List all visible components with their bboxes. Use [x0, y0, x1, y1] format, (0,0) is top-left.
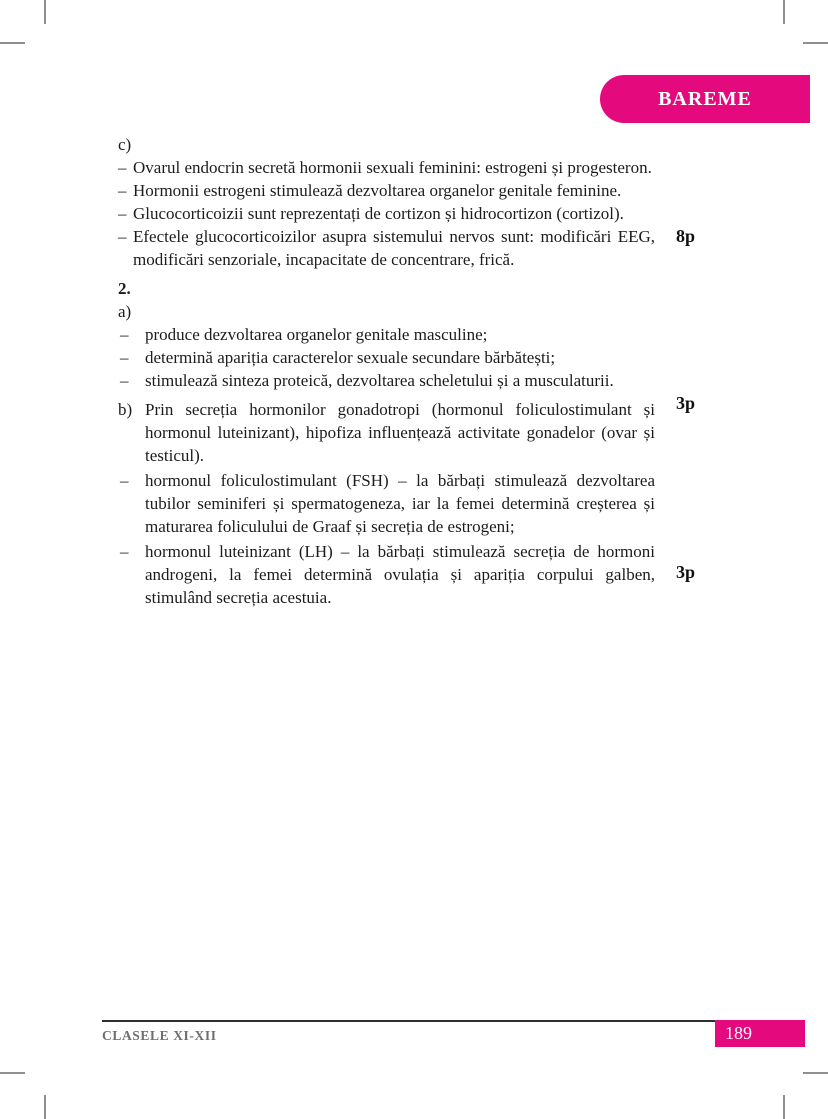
page-number: 189	[725, 1023, 752, 1043]
list-item-text: hormonul luteinizant (LH) – la bărbați stimulează secreția de hormoni androgeni, la femei determină ovulația și apariția corpului galben, stimulând secreția acestuia.	[145, 542, 655, 607]
list-item	[118, 540, 655, 609]
crop-mark-top-left-vertical	[44, 0, 46, 24]
list-item-text: produce dezvoltarea organelor genitale masculine;	[145, 325, 488, 344]
section-2b-paragraph	[118, 398, 655, 467]
points-badge-3p-b: 3p	[676, 562, 696, 582]
crop-mark-bottom-right-horizontal	[803, 1072, 828, 1074]
section-2b-text: Prin secreția hormonilor gonadotropi (hormonul foliculostimulant și hormonul luteinizant), hipofiza influențează activitate gonadelor (ovar și testicul).	[145, 400, 655, 465]
list-item-text: Efectele glucocorticoizilor asupra sistemului nervos sunt: modificări EEG, modificări senzoriale, incapacitate de concentrare, frică.	[133, 227, 655, 269]
list-item	[118, 202, 655, 225]
page-number-box	[715, 1020, 805, 1047]
list-item	[118, 179, 655, 202]
footer-section-title: CLASELE XI-XII	[102, 1028, 217, 1043]
section-2-label: 2.	[118, 279, 131, 298]
section-2a-label: a)	[118, 302, 132, 321]
dash-marker: –	[120, 371, 129, 390]
list-item-text: determină apariția caracterelor sexuale secundare bărbătești;	[145, 348, 556, 367]
list-item	[118, 346, 655, 369]
crop-mark-top-right-vertical	[783, 0, 785, 24]
list-item-text: Hormonii estrogeni stimulează dezvoltarea organelor genitale feminine.	[133, 181, 622, 200]
footer-rule	[102, 1020, 716, 1022]
list-item-text: stimulează sinteza proteică, dezvoltarea scheletului și a musculaturii.	[145, 371, 614, 390]
section-2b-marker: b)	[118, 400, 133, 419]
list-item	[118, 156, 655, 179]
points-badge-8p: 8p	[676, 226, 696, 246]
answer-key-content	[118, 133, 655, 609]
list-item-text: Ovarul endocrin secretă hormonii sexuali feminini: estrogeni și progesteron.	[133, 158, 652, 177]
bareme-header-badge	[600, 75, 810, 123]
list-item	[118, 225, 655, 271]
crop-mark-bottom-left-horizontal	[0, 1072, 25, 1074]
section-c-label: c)	[118, 135, 132, 154]
dash-marker: –	[118, 227, 127, 246]
crop-mark-top-right-horizontal	[803, 42, 828, 44]
crop-mark-bottom-right-vertical	[783, 1095, 785, 1119]
dash-marker: –	[118, 181, 127, 200]
list-item-text: hormonul foliculostimulant (FSH) – la bărbați stimulează dezvoltarea tubilor seminiferi și spermatogeneza, iar la femei determină creșterea și maturarea foliculului de Graaf și secreția de estrogeni;	[145, 471, 655, 536]
list-item	[118, 369, 655, 392]
dash-marker: –	[120, 348, 129, 367]
crop-mark-bottom-left-vertical	[44, 1095, 46, 1119]
dash-marker: –	[118, 158, 127, 177]
dash-marker: –	[120, 542, 129, 561]
list-item	[118, 323, 655, 346]
dash-marker: –	[118, 204, 127, 223]
dash-marker: –	[120, 471, 129, 490]
crop-mark-top-left-horizontal	[0, 42, 25, 44]
dash-marker: –	[120, 325, 129, 344]
list-item	[118, 469, 655, 538]
bareme-badge-label: BAREME	[658, 87, 752, 110]
points-badge-3p-a: 3p	[676, 393, 696, 413]
list-item-text: Glucocorticoizii sunt reprezentați de cortizon și hidrocortizon (cortizol).	[133, 204, 624, 223]
